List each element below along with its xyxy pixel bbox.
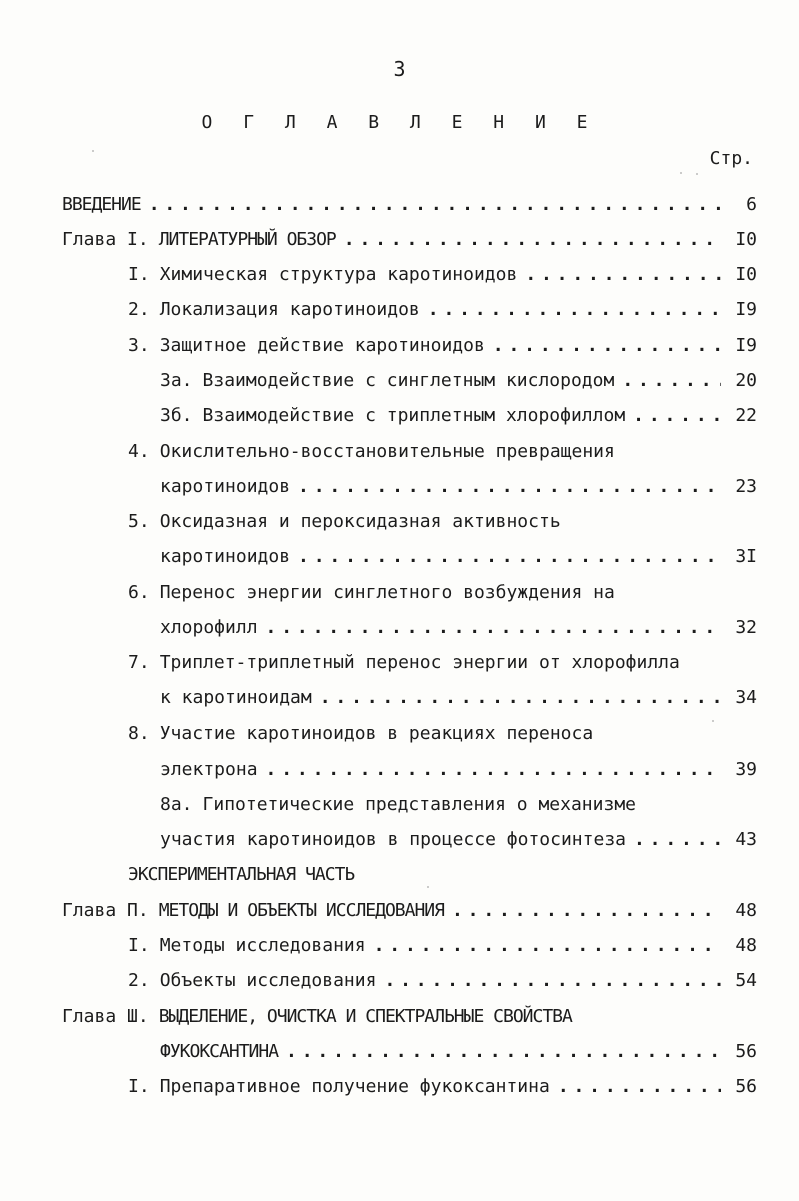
toc-entry-1-3 (128, 333, 757, 359)
toc-entry-text: Окислительно-восстановительные превращения (159, 441, 615, 462)
toc-entry-text: Оксидазная и пероксидазная активность (159, 511, 561, 532)
toc-entry-1-7-cont (160, 685, 757, 711)
toc-entry-prefix: 8а. (160, 794, 193, 815)
toc-entry-prefix: 4. (128, 441, 150, 462)
toc-entry-text: ЭКСПЕРИМЕНТАЛЬНАЯ ЧАСТЬ (128, 864, 355, 885)
toc-entry-page: 43 (735, 829, 757, 850)
dot-leader (493, 333, 721, 359)
toc-entry-prefix: Глава П. (62, 900, 149, 921)
toc-entry-text-continued: ФУКОКСАНТИНА (160, 1041, 279, 1062)
toc-entry-page: I9 (735, 335, 757, 356)
toc-entry-page: 48 (735, 900, 757, 921)
toc-entry-page: 3I (735, 546, 757, 567)
scan-speck (696, 173, 698, 175)
dot-leader (149, 192, 721, 218)
dot-leader (384, 968, 721, 994)
toc-entry-1-8 (128, 721, 757, 747)
dot-leader (298, 544, 721, 570)
toc-entry-text-continued: каротиноидов (160, 546, 291, 567)
toc-entry-2-1 (128, 933, 757, 959)
scan-speck (680, 172, 682, 174)
toc-entry-text: ВВЕДЕНИЕ (62, 194, 141, 215)
toc-entry-prefix: I. (128, 1076, 150, 1097)
toc-entry-text: Перенос энергии синглетного возбуждения на (159, 582, 615, 603)
toc-entry-page: I0 (735, 229, 757, 250)
toc-entry-text: Защитное действие каротиноидов (159, 335, 485, 356)
dot-leader (374, 933, 721, 959)
toc-entry-page: 56 (735, 1076, 757, 1097)
toc-entry-page: 48 (735, 935, 757, 956)
dot-leader (622, 368, 721, 394)
toc-entry-page: 56 (735, 1041, 757, 1062)
toc-entry-page: 22 (735, 405, 757, 426)
dot-leader (634, 827, 721, 853)
dot-leader (266, 615, 721, 641)
toc-entry-text-continued: к каротиноидам (160, 687, 312, 708)
toc-entry-page: 32 (735, 617, 757, 638)
toc-entry-prefix: 8. (128, 723, 150, 744)
page-number: 3 (393, 57, 406, 81)
toc-entry-prefix: 3а. (160, 370, 193, 391)
toc-entry-prefix: 7. (128, 652, 150, 673)
page-column-label: Стр. (709, 148, 753, 169)
toc-entry-text: МЕТОДЫ И ОБЪЕКТЫ ИССЛЕДОВАНИЯ (158, 900, 444, 921)
toc-entry-introduction (62, 192, 757, 218)
toc-entry-page: I0 (735, 264, 757, 285)
toc-entry-chapter-3 (62, 1004, 757, 1030)
toc-entry-text: Методы исследования (159, 935, 366, 956)
toc-entry-prefix: I. (128, 935, 150, 956)
toc-entry-1-8-cont (160, 757, 757, 783)
toc-entry-page: 23 (735, 476, 757, 497)
toc-entry-text: Локализация каротиноидов (159, 299, 420, 320)
toc-entry-1-3a (160, 368, 757, 394)
dot-leader (298, 474, 721, 500)
toc-entry-1-8a-cont (160, 827, 757, 853)
toc-section-experimental (128, 862, 757, 888)
scan-speck (427, 886, 429, 888)
toc-entry-text-continued: электрона (160, 759, 258, 780)
toc-entry-1-6-cont (160, 615, 757, 641)
toc-entry-3-1 (128, 1074, 757, 1100)
toc-entry-text: ЛИТЕРАТУРНЫЙ ОБЗОР (158, 229, 336, 250)
dot-leader (452, 898, 721, 924)
toc-entry-1-4-cont (160, 474, 757, 500)
toc-entry-prefix: 2. (128, 970, 150, 991)
dot-leader (633, 403, 721, 429)
dot-leader (344, 227, 721, 253)
toc-entry-text: Препаративное получение фукоксантина (159, 1076, 550, 1097)
toc-entry-1-6 (128, 580, 757, 606)
toc-entry-page: 20 (735, 370, 757, 391)
toc-entry-text: Взаимодействие с триплетным хлорофиллом (202, 405, 626, 426)
toc-entry-1-1 (128, 262, 757, 288)
toc-entry-1-2 (128, 297, 757, 323)
toc-entry-chapter-2 (62, 898, 757, 924)
dot-leader (558, 1074, 721, 1100)
toc-entry-text-continued: хлорофилл (160, 617, 258, 638)
toc-entry-text: Взаимодействие с синглетным кислородом (202, 370, 615, 391)
toc-entry-1-5-cont (160, 544, 757, 570)
toc-entry-text: Участие каротиноидов в реакциях переноса (159, 723, 594, 744)
toc-entry-page: 34 (735, 687, 757, 708)
toc-entry-prefix: 3. (128, 335, 150, 356)
dot-leader (320, 685, 721, 711)
toc-entry-text: ВЫДЕЛЕНИЕ, ОЧИСТКА И СПЕКТРАЛЬНЫЕ СВОЙСТВА (158, 1006, 572, 1027)
toc-entry-page: 54 (735, 970, 757, 991)
scan-speck (712, 720, 714, 722)
toc-entry-prefix: Глава Ш. (62, 1006, 149, 1027)
toc-entry-1-3b (160, 403, 757, 429)
toc-entry-prefix: 3б. (160, 405, 193, 426)
toc-entry-2-2 (128, 968, 757, 994)
toc-entry-1-5 (128, 509, 757, 535)
toc-entry-page: I9 (735, 299, 757, 320)
toc-entry-1-7 (128, 650, 757, 676)
toc-entry-text: Гипотетические представления о механизме (202, 794, 636, 815)
toc-entry-page: 6 (746, 194, 757, 215)
toc-entry-page: 39 (735, 759, 757, 780)
scan-speck (92, 150, 94, 152)
toc-entry-text: Триплет-триплетный перенос энергии от хлорофилла (159, 652, 680, 673)
dot-leader (286, 1039, 721, 1065)
toc-entry-text: Химическая структура каротиноидов (159, 264, 518, 285)
toc-entry-text-continued: каротиноидов (160, 476, 291, 497)
toc-entry-chapter-3-cont (160, 1039, 757, 1065)
toc-entry-prefix: 2. (128, 299, 150, 320)
toc-entry-prefix: Глава I. (62, 229, 149, 250)
toc-entry-prefix: 5. (128, 511, 150, 532)
dot-leader (525, 262, 721, 288)
toc-entry-chapter-1 (62, 227, 757, 253)
toc-entry-text: Объекты исследования (159, 970, 377, 991)
toc-entry-prefix: I. (128, 264, 150, 285)
toc-title: О Г Л А В Л Е Н И Е (201, 112, 598, 133)
toc-entry-1-4 (128, 439, 757, 465)
toc-entry-text-continued: участия каротиноидов в процессе фотосинтеза (160, 829, 626, 850)
dot-leader (266, 757, 721, 783)
toc-entry-1-8a (160, 792, 757, 818)
toc-entry-prefix: 6. (128, 582, 150, 603)
dot-leader (428, 297, 721, 323)
